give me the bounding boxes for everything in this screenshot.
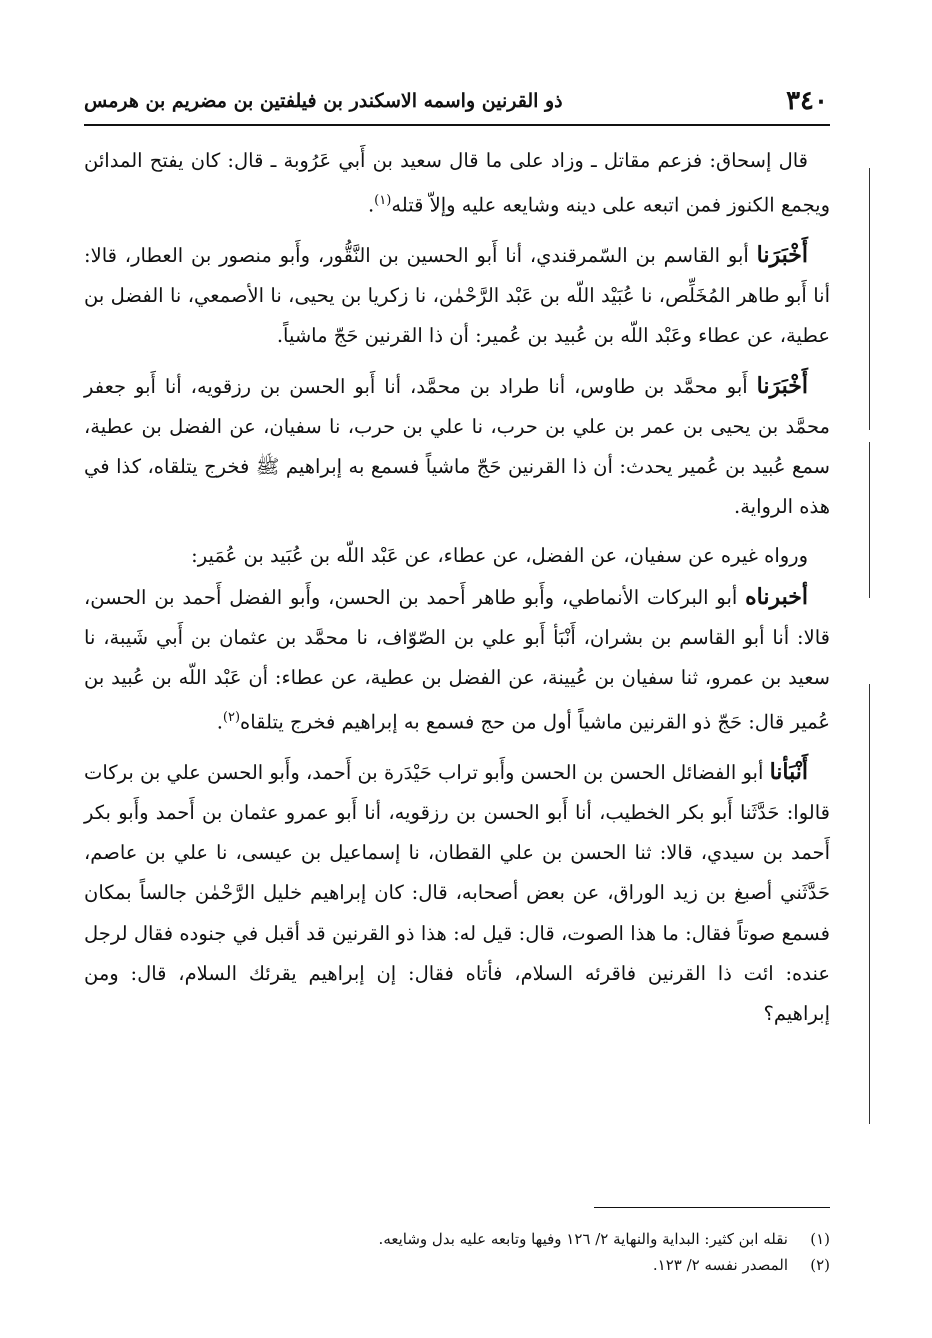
paragraph-lead: أَنْبَأنا [769, 758, 808, 785]
paragraph-text: أبو البركات الأنماطي، وأَبو طاهر أَحمد بن الحسن، وأَبو الفضل أَحمد بن الحسن، قالا: أنا أبو القاسم بن بشران، أَنْبَأ أَبو علي بن الصّوّاف، نا محمَّد بن عثمان بن أَبي شَيبة، نا سعيد بن عمرو، ثنا سفيان بن عُيينة، عن الفضل بن عطية، عن عطاء: أن عَبْد اللّه بن عُبيد بن عُمير قال: حَجّ ذو القرنين ماشياً أول من حج فسمع به إبراهيم فخرج يتلقاه [84, 585, 830, 734]
paragraph-lead: أخبرناه [745, 583, 808, 610]
footnote-text: نقله ابن كثير: البداية والنهاية ٢/ ١٢٦ وفيها وتابعه عليه بدل وشايعه. [378, 1230, 788, 1248]
paragraph-text: قال إسحاق: فزعم مقاتل ـ وزاد على ما قال سعيد بن أَبي عَرُوبة ـ قال: كان يفتح المدائن ويجمع الكنوز فمن اتبعه على دينه وشايعه عليه وإلاّ قتله [84, 149, 830, 217]
margin-line-upper [869, 168, 870, 430]
footnote-text: المصدر نفسه ٢/ ١٢٣. [652, 1256, 788, 1274]
main-text [84, 140, 830, 1034]
paragraph-text: أبو الفضائل الحسن بن الحسن وأَبو تراب حَيْدَرة بن أَحمد، وأَبو الحسن علي بن بركات قالوا: حَدَّثَنا أَبو بكر الخطيب، أنا أَبو الحسن بن رزقويه، أنا أَبو عمرو عثمان بن أَحمد وأَبو بكر أَحمد بن سيدي، قالا: ثنا الحسن بن علي القطان، نا إسماعيل بن عيسى، نا علي بن عاصم، حَدَّثَني أصبغ بن زيد الوراق، عن بعض أصحابه، قال: كان إبراهيم خليل الرَّحْمٰن جالساً بمكان فسمع صوتاً فقال: ما هذا الصوت، قال: قيل له: هذا ذو القرنين قد أقبل في جنوده فقال لرجل عنده: ائت ذا القرنين فاقرئه السلام، فأتاه فقال: إن إبراهيم يقرئك السلام، قال: ومن إبراهيم؟ [84, 760, 830, 1026]
paragraph-tail: . [216, 710, 223, 734]
paragraph-tail: . [367, 193, 375, 217]
footnotes [84, 1226, 830, 1278]
footnote-number: (١) [810, 1230, 830, 1248]
running-title: ذو القرنين واسمه الاسكندر بن فيلفتين بن مضريم بن هرمس [84, 90, 563, 112]
paragraph-text: أبو القاسم بن السّمرقندي، أنا أَبو الحسين بن النَّقُّور، وأَبو منصور بن العطار، قالا: أنا أَبو طاهر المُخَلِّص، نا عُبَيْد اللّه بن عَبْد الرَّحْمٰن، نا زكريا بن يحيى، نا الأصمعي، نا الفضل بن عطية، عن عطاء وعَبْد اللّه بن عُبيد بن عُمير: أن ذا القرنين حَجّ ماشياً. [84, 243, 830, 348]
footnote [84, 1226, 830, 1252]
paragraph [84, 235, 830, 357]
margin-line-lower [869, 684, 870, 1124]
paragraph [84, 366, 830, 528]
page-header [84, 80, 830, 126]
paragraph-lead: أَخْبَرَنا [756, 241, 808, 268]
paragraph-lead: أَخْبَرَنا [756, 372, 808, 399]
paragraph [84, 140, 830, 226]
paragraph-text: أَبو محمَّد بن طاوس، أنا طراد بن محمَّد، أنا أَبو الحسن بن رزقويه، أنا أَبو جعفر محمَّد بن يحيى بن عمر بن علي بن حرب، نا علي بن حرب، نا سفيان، عن الفضل بن عطية، سمع عُبيد بن عُمير يحدث: أن ذا القرنين حَجّ ماشياً فسمع به إبراهيم ﷺ فخرج يتلقاه، كذا في هذه الرواية. [84, 374, 831, 519]
footnote-rule [594, 1207, 830, 1208]
margin-line-middle [869, 442, 870, 598]
footnote-number: (٢) [810, 1256, 830, 1274]
paragraph [84, 752, 830, 1034]
footnote-ref: (١) [374, 193, 392, 209]
footnote-ref: (٢) [222, 710, 241, 726]
page-number: ٣٤٠ [786, 86, 828, 116]
paragraph [84, 536, 830, 576]
paragraph-text: ورواه غيره عن سفيان، عن الفضل، عن عطاء، عن عَبْد اللّه بن عُبَيد بن عُمَير: [191, 544, 808, 568]
footnote [84, 1252, 830, 1278]
paragraph [84, 577, 830, 743]
